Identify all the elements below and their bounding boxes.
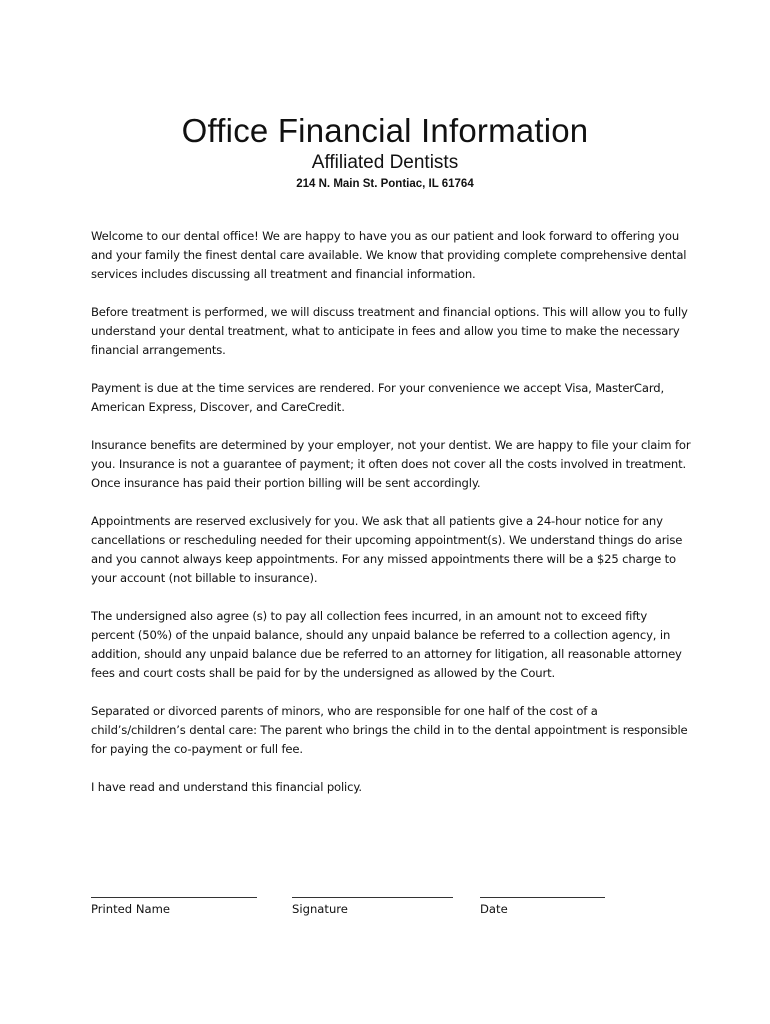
signature-field[interactable] (292, 888, 453, 916)
practice-name: Affiliated Dentists (311, 152, 459, 173)
date-line[interactable] (480, 888, 605, 898)
printed-name-label: Printed Name (91, 902, 171, 916)
policy-body (91, 227, 691, 816)
document-title: Office Financial Information (181, 112, 589, 149)
paragraph-appointments: Appointments are reserved exclusively for you. We ask that all patients give a 24-hour notice for any cancellations or rescheduling needed for their upcoming appointment(s). We understand things do arise and you cannot always keep appointments. For any missed appointments there will be a $25 charge to your account (not billable to insurance). (91, 514, 683, 585)
paragraph-acknowledgement: I have read and understand this financial policy. (91, 780, 362, 794)
date-field[interactable] (480, 888, 605, 916)
date-label: Date (480, 902, 508, 916)
paragraph-welcome: Welcome to our dental office! We are happy to have you as our patient and look forward to offering you and your family the finest dental care available. We know that providing complete comprehensive dental services includes discussing all treatment and financial information. (91, 229, 687, 281)
signature-block (91, 888, 691, 928)
practice-address: 214 N. Main St. Pontiac, IL 61764 (296, 178, 474, 190)
printed-name-line[interactable] (91, 888, 257, 898)
printed-name-field[interactable] (91, 888, 257, 916)
paragraph-treatment: Before treatment is performed, we will discuss treatment and financial options. This will allow you to fully understand your dental treatment, what to anticipate in fees and allow you time to make the necessary financial arrangements. (91, 305, 688, 357)
paragraph-payment: Payment is due at the time services are rendered. For your convenience we accept Visa, MasterCard, American Express, Discover, and CareCredit. (91, 381, 664, 414)
paragraph-collections: The undersigned also agree (s) to pay all collection fees incurred, in an amount not to exceed fifty percent (50%) of the unpaid balance, should any unpaid balance be referred to a collection agency, in addition, should any unpaid balance due be referred to an attorney for litigation, all reasonable attorney fees and court costs shall be paid for by the undersigned as allowed by the Court. (91, 609, 682, 680)
signature-line[interactable] (292, 888, 453, 898)
paragraph-separated-parents: Separated or divorced parents of minors, who are responsible for one half of the cost of a child’s/children’s dental care: The parent who brings the child in to the dental appointment is responsible for paying the co-payment or full fee. (91, 704, 688, 756)
signature-label: Signature (292, 902, 348, 916)
paragraph-insurance: Insurance benefits are determined by your employer, not your dentist. We are happy to file your claim for you. Insurance is not a guarantee of payment; it often does not cover all the costs involved in treatment. Once insurance has paid their portion billing will be sent accordingly. (91, 438, 691, 490)
